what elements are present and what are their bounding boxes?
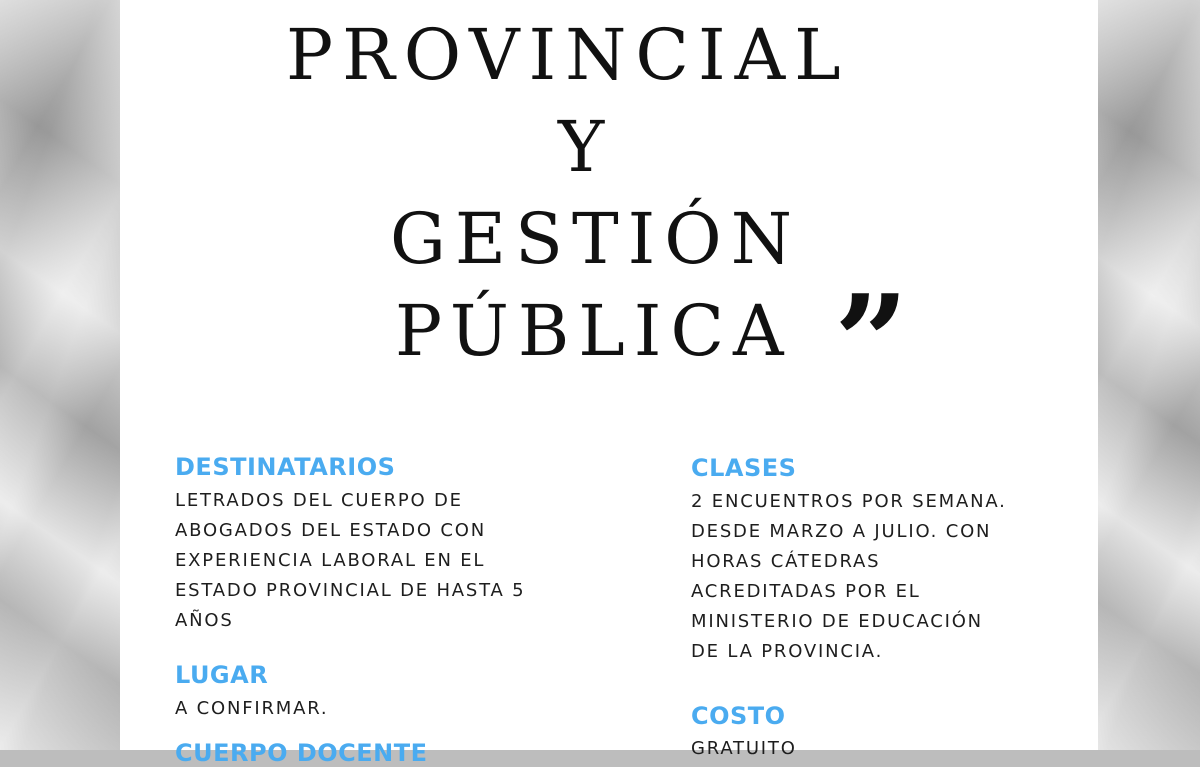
clases-line: 2 ENCUENTROS POR SEMANA. — [691, 491, 1007, 512]
crumpled-paper-background-right — [1098, 0, 1200, 750]
lugar-text — [175, 694, 328, 724]
lugar-heading: LUGAR — [175, 661, 269, 689]
closing-quote-mark: ” — [834, 266, 909, 419]
destinatarios-line: LETRADOS DEL CUERPO DE — [175, 490, 463, 511]
destinatarios-line: EXPERIENCIA LABORAL EN EL — [175, 550, 486, 571]
title-line-4: PÚBLICA — [395, 290, 793, 372]
costo-text — [691, 734, 797, 764]
clases-text — [691, 487, 1007, 667]
clases-line: DE LA PROVINCIA. — [691, 641, 884, 662]
lugar-line: A CONFIRMAR. — [175, 698, 329, 719]
clases-line: MINISTERIO DE EDUCACIÓN — [691, 611, 983, 632]
destinatarios-line: ABOGADOS DEL ESTADO CON — [175, 520, 486, 541]
title-line-2: Y — [558, 106, 614, 188]
title-line-3: GESTIÓN — [390, 198, 801, 280]
clases-heading: CLASES — [691, 454, 797, 482]
destinatarios-line: AÑOS — [175, 610, 234, 631]
clases-line: ACREDITADAS POR EL — [691, 581, 921, 602]
costo-heading: COSTO — [691, 702, 786, 730]
destinatarios-line: ESTADO PROVINCIAL DE HASTA 5 — [175, 580, 526, 601]
clases-line: DESDE MARZO A JULIO. CON — [691, 521, 992, 542]
crumpled-paper-background-left — [0, 0, 120, 750]
title-line-1: PROVINCIAL — [286, 14, 850, 96]
costo-line: GRATUITO — [691, 738, 797, 759]
destinatarios-text — [175, 486, 525, 636]
destinatarios-heading: DESTINATARIOS — [175, 453, 396, 481]
flyer-panel — [120, 0, 1098, 767]
clases-line: HORAS CÁTEDRAS — [691, 551, 881, 572]
cuerpo-docente-heading: CUERPO DOCENTE — [175, 739, 428, 767]
